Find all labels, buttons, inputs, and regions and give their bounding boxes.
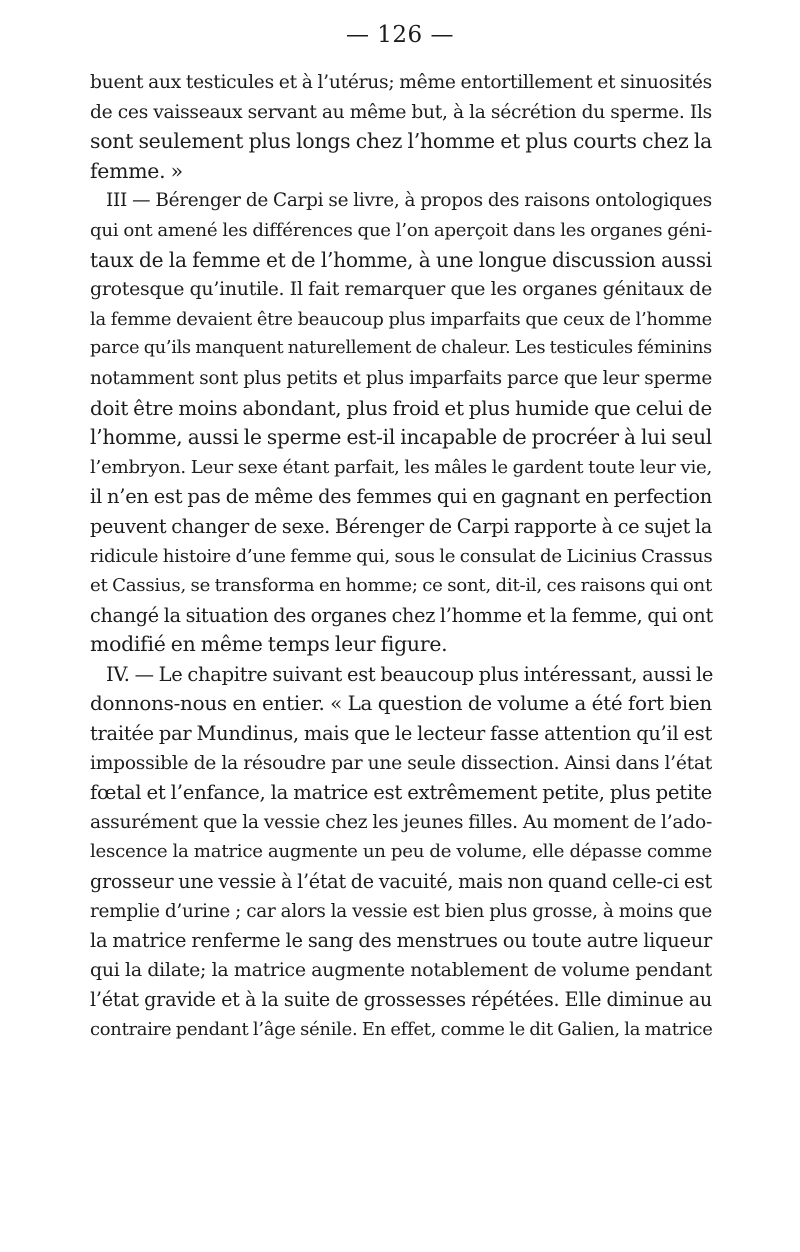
- text-line: taux de la femme et de l’homme, à une longue discussion aussi: [90, 247, 712, 272]
- text-line: peuvent changer de sexe. Bérenger de Carpi rapporte à ce sujet la: [90, 514, 712, 538]
- text-line: l’homme, aussi le sperme est-il incapable de procréer à lui seul: [90, 425, 712, 450]
- text-line: fœtal et l’enfance, la matrice est extrêmement petite, plus petite: [90, 781, 712, 805]
- text-line: qui la dilate; la matrice augmente notablement de volume pendant: [90, 958, 712, 981]
- text-line: contraire pendant l’âge sénile. En effet, comme le dit Galien, la matrice: [90, 1019, 713, 1040]
- text-line: et Cassius, se transforma en homme; ce sont, dit-il, ces raisons qui ont: [90, 575, 712, 597]
- text-line: traitée par Mundinus, mais que le lecteur fasse attention qu’il est: [90, 722, 712, 746]
- text-line: qui ont amené les différences que l’on aperçoit dans les organes géni-: [90, 219, 712, 241]
- text-line: donnons-nous en entier. « La question de volume a été fort bien: [90, 692, 712, 716]
- text-line: ridicule histoire d’une femme qui, sous le consulat de Licinius Crassus: [90, 545, 713, 567]
- text-line: sont seulement plus longs chez l’homme et plus courts chez la: [90, 129, 712, 154]
- text-line: impossible de la résoudre par une seule dissection. Ainsi dans l’état: [90, 752, 712, 774]
- text-line: changé la situation des organes chez l’homme et la femme, qui ont: [90, 603, 713, 627]
- text-line: femme. »: [90, 158, 183, 183]
- text-line: l’état gravide et à la suite de grossesses répétées. Elle diminue au: [90, 988, 712, 1012]
- text-line: l’embryon. Leur sexe étant parfait, les mâles le gardent toute leur vie,: [90, 456, 712, 478]
- text-line: IV. — Le chapitre suivant est beaucoup plus intéressant, aussi le: [106, 662, 714, 686]
- text-line: de ces vaisseaux servant au même but, à la sécrétion du sperme. Ils: [90, 101, 712, 123]
- text-line: il n’en est pas de même des femmes qui en gagnant en perfection: [90, 485, 712, 509]
- text-line: assurément que la vessie chez les jeunes filles. Au moment de l’ado-: [90, 811, 712, 833]
- text-line: remplie d’urine ; car alors la vessie est bien plus grosse, à moins que: [90, 900, 712, 922]
- text-line: lescence la matrice augmente un peu de volume, elle dépasse comme: [90, 841, 712, 863]
- body-text: [90, 68, 712, 1045]
- text-line: III — Bérenger de Carpi se livre, à propos des raisons ontologiques: [106, 190, 712, 212]
- text-line: notamment sont plus petits et plus imparfaits parce que leur sperme: [90, 367, 712, 389]
- text-line: doit être moins abondant, plus froid et plus humide que celui de: [90, 396, 712, 420]
- text-line: la matrice renferme le sang des menstrues ou toute autre liqueur: [90, 929, 712, 953]
- text-line: buent aux testicules et à l’utérus; même entortillement et sinuosités: [90, 72, 712, 93]
- page-number-header: — 126 —: [345, 22, 455, 48]
- text-line: modifié en même temps leur figure.: [90, 632, 448, 657]
- text-line: grosseur une vessie à l’état de vacuité, mais non quand celle-ci est: [90, 870, 712, 894]
- text-line: parce qu’ils manquent naturellement de chaleur. Les testicules féminins: [90, 338, 712, 359]
- text-line: la femme devaient être beaucoup plus imparfaits que ceux de l’homme: [90, 308, 712, 330]
- text-line: grotesque qu’inutile. Il fait remarquer que les organes génitaux de: [90, 278, 712, 301]
